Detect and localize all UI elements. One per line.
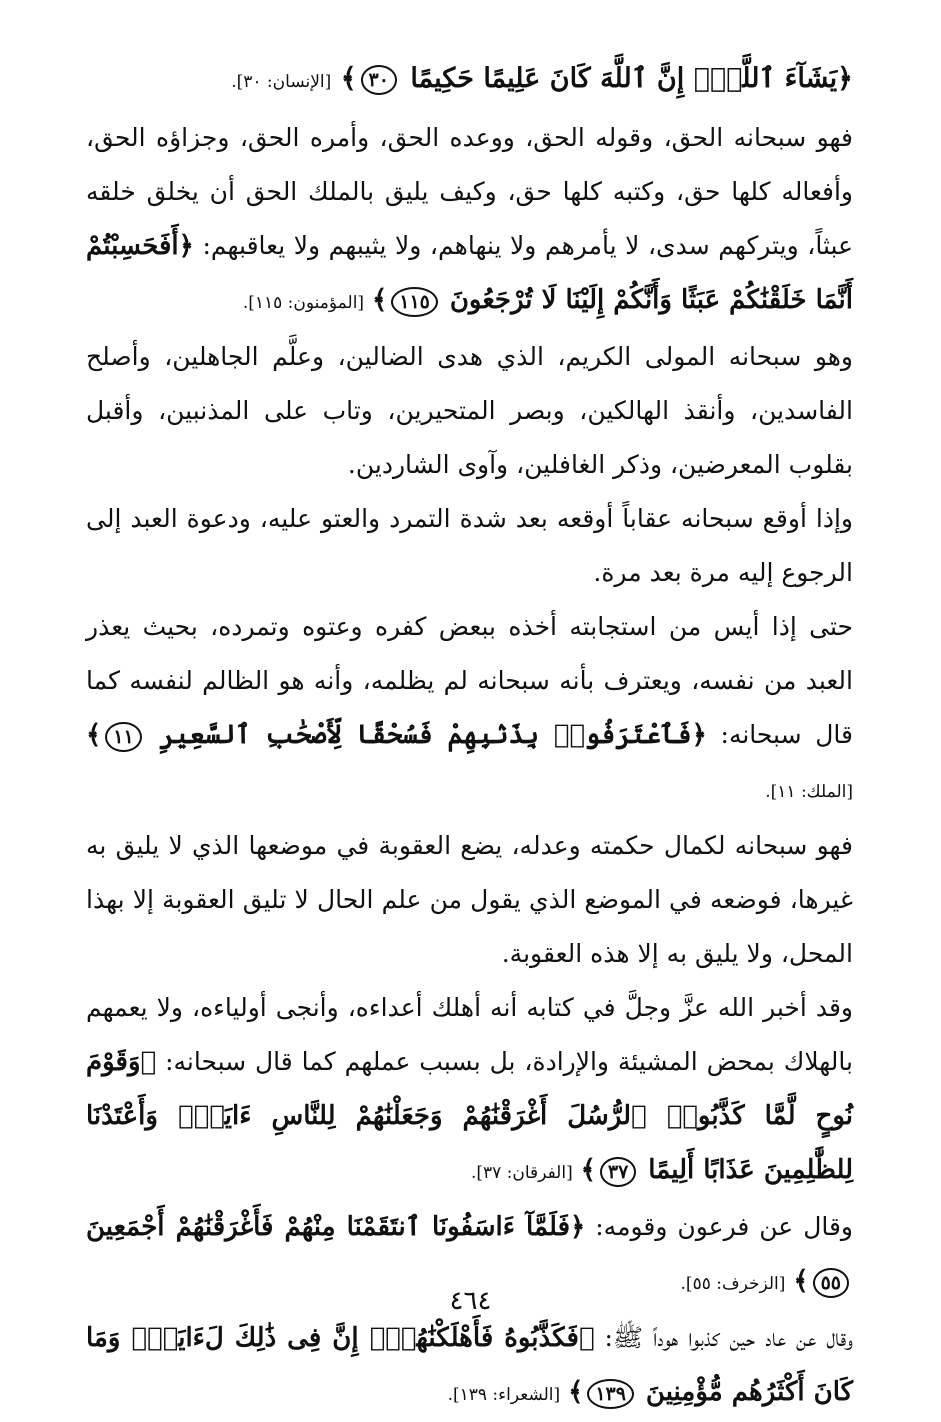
paragraph-5: فهو سبحانه لكمال حكمته وعدله، يضع العقوبة في موضعها الذي لا يليق به غيرها، فوضعه في الموضع الذي يقول من علم الحال لا تليق العقوبة إلا بهذا المحل، ولا يليق به إلا هذه العقوبة. (86, 831, 853, 968)
paragraph-text: وقال عن عاد حين كذبوا هوداً ﷺ: (604, 1323, 854, 1352)
verse-close-bracket: ﴾ (340, 63, 357, 94)
ayah-number-marker: ١٣٩ (587, 1379, 634, 1409)
verse-reference: [الملك: ١١]. (765, 782, 853, 802)
verse-text: ﴿فَلَمَّآ ءَاسَفُونَا ٱنتَقَمْنَا مِنْهُمْ فَأَغْرَقْنَٰهُمْ أَجْمَعِينَ (86, 1212, 586, 1242)
verse-text: ﴿أَفَحَسِبْتُمْ أَنَّمَا خَلَقْنَٰكُمْ عَبَثًا وَأَنَّكُمْ إِلَيْنَا لَا تُرْجَعُونَ (86, 231, 853, 315)
page-number: ٤٦٤ (449, 1286, 492, 1316)
paragraph-text: فهو سبحانه الحق، وقوله الحق، ووعده الحق، وأمره الحق، وجزاؤه الحق، وأفعاله كلها حق، وكتبه كلها حق، وكيف يليق بالملك الحق أن يخلق خلقه عبثاً، ويتركهم سدى، لا يأمرهم ولا ينهاهم، ولا يثيبهم ولا يعاقبهم: (86, 123, 853, 260)
paragraph-1 (86, 111, 853, 330)
verse-reference: [الزخرف: ٥٥]. (680, 1274, 786, 1294)
verse-reference: [المؤمنون: ١١٥]. (242, 293, 365, 313)
verse-text: ﴿يَشَآءَ ٱللَّهُۚ إِنَّ ٱللَّهَ كَانَ عَلِيمًا حَكِيمًا (410, 63, 853, 94)
paragraph-text: حتى إذا أيس من استجابته أخذه ببعض كفره وعتوه وتمرده، بحيث يعذر العبد من نفسه، ويعترف بأنه سبحانه لم يظلمه، وأنه هو الظالم لنفسه كما قال سبحانه: (86, 612, 853, 749)
paragraph-3: وإذا أوقع سبحانه عقاباً أوقعه بعد شدة التمرد والعتو عليه، ودعوة العبد إلى الرجوع إليه مرة بعد مرة. (86, 504, 853, 587)
verse-close-bracket: ﴾ (793, 1266, 809, 1296)
ayah-number-marker: ١١ (105, 722, 141, 752)
verse-reference: [الإنسان: ٣٠]. (231, 72, 332, 92)
paragraph-text: وقد أخبر الله عزَّ وجلَّ في كتابه أنه أهلك أعداءه، وأنجى أولياءه، ولا يعمهم بالهلاك بمحض المشيئة والإرادة، بل بسبب عملهم كما قال سبحانه: (86, 993, 853, 1076)
verse-text: ﴿وَقَوْمَ نُوحٍ لَّمَّا كَذَّبُوا۟ ٱلرُّسُلَ أَغْرَقْنَٰهُمْ وَجَعَلْنَٰهُمْ لِلنَّاسِ ءَايَةًۖ وَأَعْتَدْنَا لِلظَّٰلِمِينَ عَذَابًا أَلِيمًا (86, 1047, 853, 1185)
verse-close-bracket: ﴾ (372, 285, 388, 315)
verse-close-bracket: ﴾ (580, 1155, 596, 1185)
verse-text: ﴿فَٱعْتَرَفُوا۟ بِذَنۢبِهِمْ فَسُحْقًا لِّأَصْحَٰبِ ٱلسَّعِيرِ (159, 720, 707, 750)
top-verse (86, 50, 853, 111)
verse-close-bracket: ﴾ (86, 720, 102, 750)
ayah-number-marker: ٥٥ (813, 1268, 849, 1298)
verse-text: ﴿فَكَذَّبُوهُ فَأَهْلَكْنَٰهُمْۗ إِنَّ فِى ذَٰلِكَ لَءَايَةًۖ وَمَا كَانَ أَكْثَرُهُم مُّؤْمِنِينَ (86, 1323, 853, 1407)
paragraph-text: وقال عن فرعون وقومه: (595, 1212, 854, 1241)
ayah-number-marker: ٣٠ (361, 65, 397, 95)
ayah-number-marker: ١١٥ (391, 287, 438, 317)
verse-reference: [الشعراء: ١٣٩]. (447, 1385, 561, 1405)
paragraph-6 (86, 981, 853, 1200)
ayah-number-marker: ٣٧ (600, 1157, 636, 1187)
verse-reference: [الفرقان: ٣٧]. (470, 1163, 573, 1183)
paragraph-4 (86, 600, 853, 819)
paragraph-2: وهو سبحانه المولى الكريم، الذي هدى الضالين، وعلَّم الجاهلين، وأصلح الفاسدين، وأنقذ الهالكين، وبصر المتحيرين، وتاب على المذنبين، وأقبل بقلوب المعرضين، وذكر الغافلين، وآوى الشاردين. (86, 342, 853, 479)
verse-close-bracket: ﴾ (568, 1377, 584, 1407)
paragraph-8 (86, 1311, 853, 1422)
